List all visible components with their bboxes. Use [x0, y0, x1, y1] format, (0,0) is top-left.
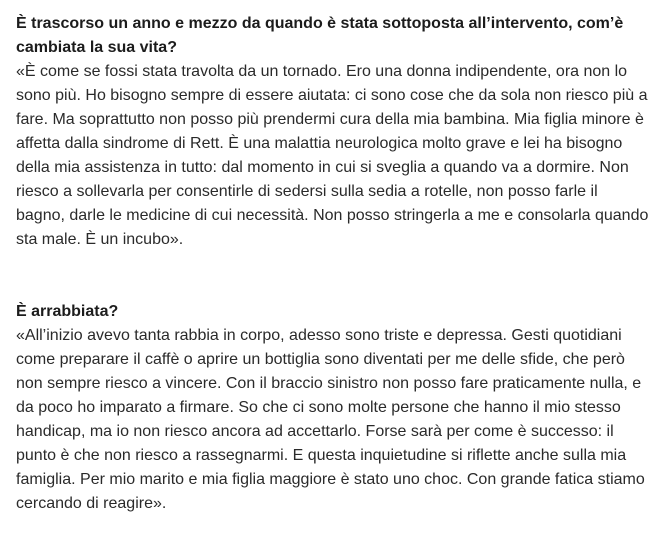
interview-section-1 — [16, 12, 650, 252]
interview-question-2: È arrabbiata? — [16, 303, 119, 320]
interview-answer-2: «All’inizio avevo tanta rabbia in corpo, adesso sono triste e depressa. Gesti quotidiani come preparare il caffè o aprire un bottiglia sono diventati per me delle sfide, che però non sempre riesco a vincere. Con il braccio sinistro non posso fare praticamente nulla, e da poco ho imparato a firmare. So che ci sono molte persone che hanno il mio stesso handicap, ma io non riesco ancora ad accettarlo. Forse sarà per come è successo: il punto è che non riesco a rassegnarmi. E questa inquietudine si riflette anche sulla mia famiglia. Per mio marito e mia figlia maggiore è stato uno choc. Con grande fatica stiamo cercando di reagire». — [16, 327, 645, 512]
interview-question-1: È trascorso un anno e mezzo da quando è stata sottoposta all’intervento, com’è cambiata la sua vita? — [16, 15, 624, 56]
interview-answer-1: «È come se fossi stata travolta da un tornado. Ero una donna indipendente, ora non lo sono più. Ho bisogno sempre di essere aiutata: ci sono cose che da sola non riesco più a fare. Ma soprattutto non posso più prendermi cura della mia bambina. Mia figlia minore è affetta dalla sindrome di Rett. È una malattia neurologica molto grave e lei ha bisogno della mia assistenza in tutto: dal momento in cui si sveglia a quando va a dormire. Non riesco a sollevarla per consentirle di sedersi sulla sedia a rotelle, non posso farle il bagno, darle le medicine di cui necessità. Non posso stringerla a me e consolarla quando sta male. È un incubo». — [16, 63, 649, 248]
section-spacer — [16, 252, 650, 300]
interview-section-2 — [16, 300, 650, 516]
